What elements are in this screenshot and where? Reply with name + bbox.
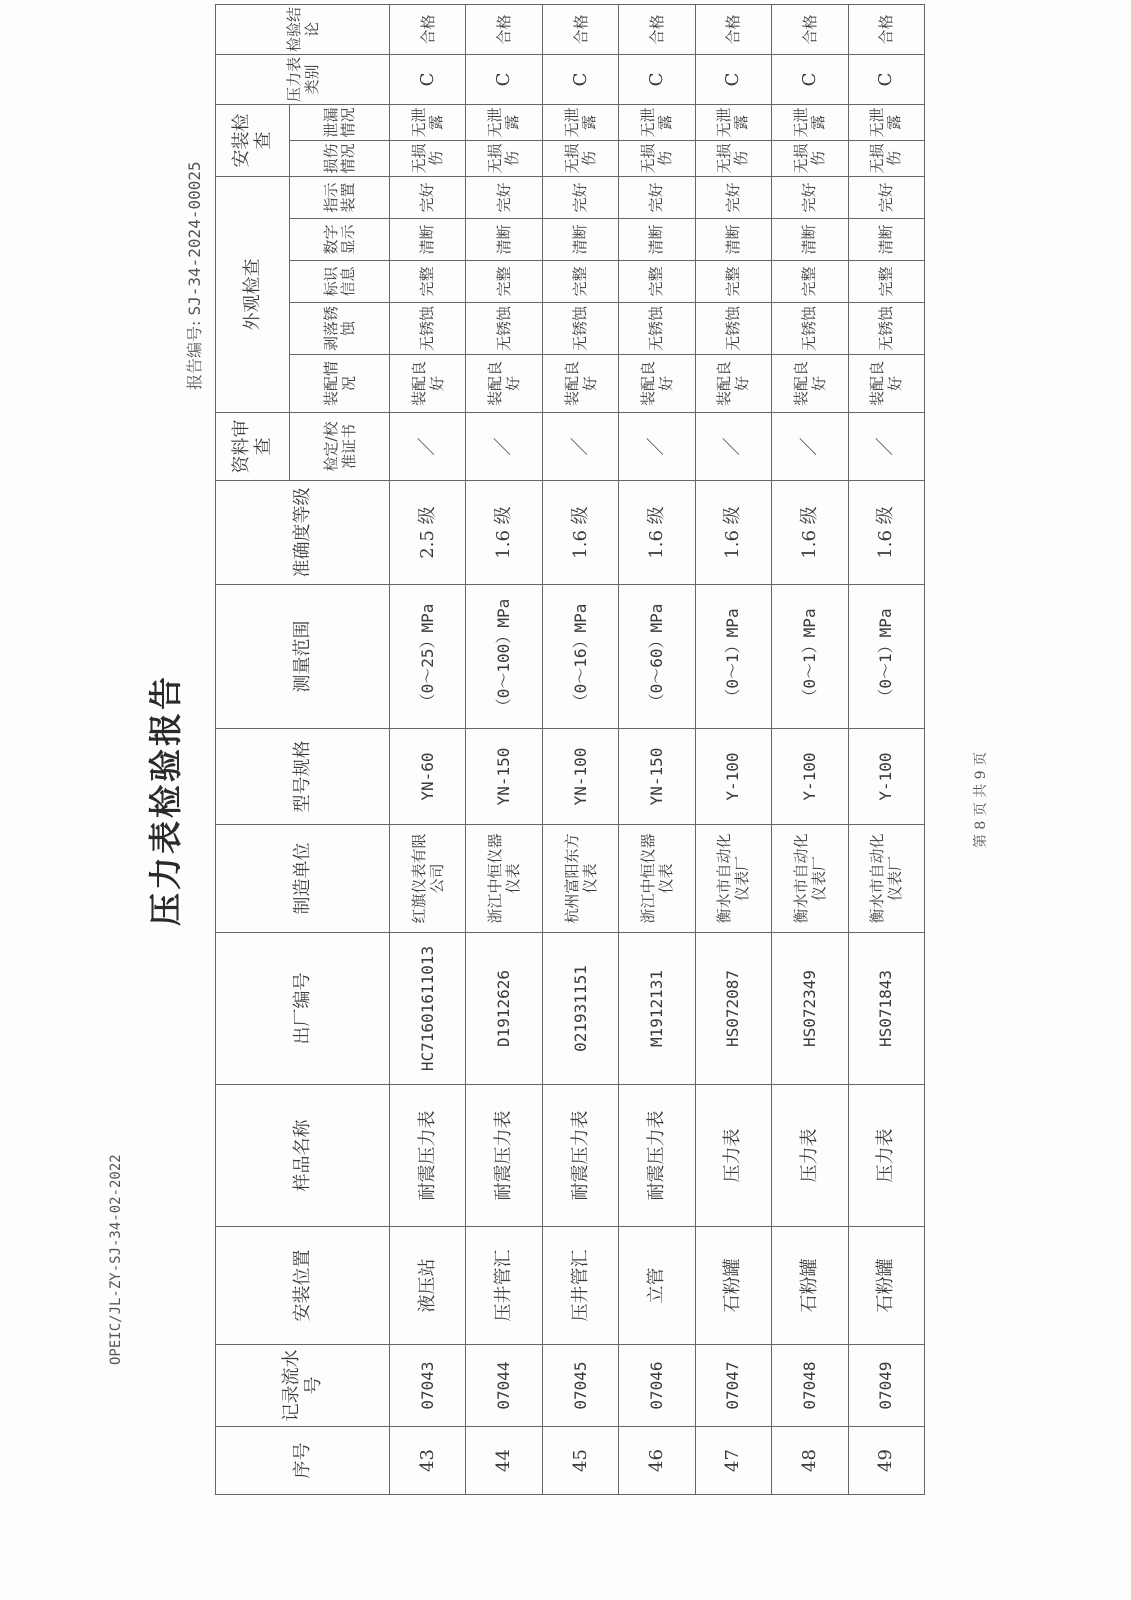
cell-conclusion: 合格 xyxy=(542,4,618,54)
cell-gauge-class: C xyxy=(772,54,848,104)
cell-assembly: 装配良好 xyxy=(466,355,542,413)
header-gauge-class: 压力表类别 xyxy=(216,54,390,104)
table-row xyxy=(848,4,924,1494)
cell-location: 液压站 xyxy=(390,1227,466,1345)
cell-location: 石粉罐 xyxy=(772,1227,848,1345)
cell-maker: 红旗仪表有限公司 xyxy=(390,825,466,933)
cell-assembly: 装配良好 xyxy=(848,355,924,413)
cell-damage: 无损伤 xyxy=(848,140,924,176)
cell-seq: 46 xyxy=(619,1427,695,1495)
cell-name: 耐震压力表 xyxy=(466,1085,542,1227)
inspection-table xyxy=(215,4,925,1495)
cell-serial: HS072349 xyxy=(772,933,848,1085)
cell-conclusion: 合格 xyxy=(466,4,542,54)
cell-label: 完整 xyxy=(772,261,848,303)
cell-name: 压力表 xyxy=(848,1085,924,1227)
cell-accuracy: 1.6 级 xyxy=(466,481,542,585)
cell-serial: HC71601611013 xyxy=(390,933,466,1085)
cell-model: YN-150 xyxy=(466,729,542,825)
cell-model: Y-100 xyxy=(772,729,848,825)
cell-accuracy: 2.5 级 xyxy=(390,481,466,585)
cell-accuracy: 1.6 级 xyxy=(542,481,618,585)
cell-range: （0～100）MPa xyxy=(466,585,542,729)
cell-name: 压力表 xyxy=(695,1085,771,1227)
cell-accuracy: 1.6 级 xyxy=(848,481,924,585)
cell-accuracy: 1.6 级 xyxy=(619,481,695,585)
form-number: OPEIC/JL-ZY-SJ-34-02-2022 xyxy=(108,1154,124,1365)
cell-maker: 浙江中恒仪器仪表 xyxy=(619,825,695,933)
cell-record-no: 07045 xyxy=(542,1345,618,1427)
cell-peel: 无锈蚀 xyxy=(619,303,695,355)
cell-maker: 衡水市自动化仪表厂 xyxy=(695,825,771,933)
cell-digit: 清断 xyxy=(466,219,542,261)
cell-maker: 衡水市自动化仪表厂 xyxy=(848,825,924,933)
header-accuracy: 准确度等级 xyxy=(216,481,390,585)
cell-model: YN-150 xyxy=(619,729,695,825)
cell-cert: ／ xyxy=(390,413,466,481)
cell-location: 压井管汇 xyxy=(542,1227,618,1345)
cell-range: （0～1）MPa xyxy=(772,585,848,729)
cell-conclusion: 合格 xyxy=(619,4,695,54)
cell-digit: 清断 xyxy=(542,219,618,261)
cell-location: 立管 xyxy=(619,1227,695,1345)
cell-assembly: 装配良好 xyxy=(390,355,466,413)
header-digit: 数字显示 xyxy=(290,219,390,261)
cell-digit: 清断 xyxy=(695,219,771,261)
header-assembly: 装配情况 xyxy=(290,355,390,413)
cell-pointer: 完好 xyxy=(848,176,924,218)
cell-label: 完整 xyxy=(695,261,771,303)
table-row xyxy=(466,4,542,1494)
cell-range: （0～16）MPa xyxy=(542,585,618,729)
cell-record-no: 07048 xyxy=(772,1345,848,1427)
cell-pointer: 完好 xyxy=(619,176,695,218)
table-row xyxy=(542,4,618,1494)
header-damage: 损伤情况 xyxy=(290,140,390,176)
cell-gauge-class: C xyxy=(466,54,542,104)
cell-digit: 清断 xyxy=(390,219,466,261)
cell-label: 完整 xyxy=(619,261,695,303)
cell-digit: 清断 xyxy=(848,219,924,261)
cell-name: 压力表 xyxy=(772,1085,848,1227)
header-conclusion: 检验结论 xyxy=(216,4,390,54)
cell-damage: 无损伤 xyxy=(772,140,848,176)
header-label: 标识信息 xyxy=(290,261,390,303)
cell-damage: 无损伤 xyxy=(466,140,542,176)
header-serial: 出厂编号 xyxy=(216,933,390,1085)
cell-conclusion: 合格 xyxy=(772,4,848,54)
cell-leak: 无泄露 xyxy=(848,104,924,140)
cell-cert: ／ xyxy=(695,413,771,481)
cell-leak: 无泄露 xyxy=(619,104,695,140)
cell-digit: 清断 xyxy=(619,219,695,261)
cell-maker: 杭州富阳东方仪表 xyxy=(542,825,618,933)
cell-seq: 47 xyxy=(695,1427,771,1495)
cell-record-no: 07043 xyxy=(390,1345,466,1427)
cell-label: 完整 xyxy=(390,261,466,303)
cell-conclusion: 合格 xyxy=(848,4,924,54)
cell-range: （0～60）MPa xyxy=(619,585,695,729)
cell-peel: 无锈蚀 xyxy=(848,303,924,355)
cell-leak: 无泄露 xyxy=(772,104,848,140)
cell-maker: 浙江中恒仪器仪表 xyxy=(466,825,542,933)
cell-pointer: 完好 xyxy=(695,176,771,218)
header-maker: 制造单位 xyxy=(216,825,390,933)
cell-record-no: 07049 xyxy=(848,1345,924,1427)
cell-cert: ／ xyxy=(542,413,618,481)
cell-conclusion: 合格 xyxy=(390,4,466,54)
cell-assembly: 装配良好 xyxy=(695,355,771,413)
table-row xyxy=(390,4,466,1494)
cell-cert: ／ xyxy=(466,413,542,481)
cell-pointer: 完好 xyxy=(542,176,618,218)
cell-leak: 无泄露 xyxy=(466,104,542,140)
cell-accuracy: 1.6 级 xyxy=(772,481,848,585)
cell-accuracy: 1.6 级 xyxy=(695,481,771,585)
cell-location: 石粉罐 xyxy=(695,1227,771,1345)
cell-label: 完整 xyxy=(466,261,542,303)
cell-peel: 无锈蚀 xyxy=(542,303,618,355)
cell-seq: 45 xyxy=(542,1427,618,1495)
cell-leak: 无泄露 xyxy=(390,104,466,140)
cell-cert: ／ xyxy=(619,413,695,481)
cell-serial: D1912626 xyxy=(466,933,542,1085)
cell-damage: 无损伤 xyxy=(695,140,771,176)
cell-peel: 无锈蚀 xyxy=(390,303,466,355)
cell-range: （0～1）MPa xyxy=(695,585,771,729)
cell-record-no: 07047 xyxy=(695,1345,771,1427)
cell-damage: 无损伤 xyxy=(542,140,618,176)
cell-assembly: 装配良好 xyxy=(772,355,848,413)
cell-model: YN-60 xyxy=(390,729,466,825)
cell-leak: 无泄露 xyxy=(695,104,771,140)
cell-assembly: 装配良好 xyxy=(619,355,695,413)
header-install: 安装检查 xyxy=(216,104,290,176)
cell-range: （0～1）MPa xyxy=(848,585,924,729)
header-seq: 序号 xyxy=(216,1427,390,1495)
cell-model: YN-100 xyxy=(542,729,618,825)
header-leak: 泄漏情况 xyxy=(290,104,390,140)
header-name: 样品名称 xyxy=(216,1085,390,1227)
cell-range: （0～25）MPa xyxy=(390,585,466,729)
page-number: 第 8 页 共 9 页 xyxy=(973,751,989,849)
cell-damage: 无损伤 xyxy=(619,140,695,176)
cell-seq: 48 xyxy=(772,1427,848,1495)
cell-cert: ／ xyxy=(772,413,848,481)
header-cert: 检定/校准证书 xyxy=(290,413,390,481)
cell-label: 完整 xyxy=(848,261,924,303)
header-appearance: 外观检查 xyxy=(216,176,290,412)
cell-leak: 无泄露 xyxy=(542,104,618,140)
cell-model: Y-100 xyxy=(695,729,771,825)
cell-gauge-class: C xyxy=(542,54,618,104)
cell-record-no: 07044 xyxy=(466,1345,542,1427)
header-peel: 剥落锈蚀 xyxy=(290,303,390,355)
table-row xyxy=(772,4,848,1494)
cell-peel: 无锈蚀 xyxy=(466,303,542,355)
cell-label: 完整 xyxy=(542,261,618,303)
cell-gauge-class: C xyxy=(390,54,466,104)
cell-location: 压井管汇 xyxy=(466,1227,542,1345)
table-row xyxy=(695,4,771,1494)
header-record-no: 记录流水号 xyxy=(216,1345,390,1427)
cell-maker: 衡水市自动化仪表厂 xyxy=(772,825,848,933)
cell-peel: 无锈蚀 xyxy=(772,303,848,355)
cell-seq: 49 xyxy=(848,1427,924,1495)
header-location: 安装位置 xyxy=(216,1227,390,1345)
cell-damage: 无损伤 xyxy=(390,140,466,176)
cell-model: Y-100 xyxy=(848,729,924,825)
cell-name: 耐震压力表 xyxy=(542,1085,618,1227)
cell-gauge-class: C xyxy=(619,54,695,104)
cell-location: 石粉罐 xyxy=(848,1227,924,1345)
cell-serial: HS071843 xyxy=(848,933,924,1085)
report-title: 压力表检验报告 xyxy=(146,674,185,926)
cell-name: 耐震压力表 xyxy=(390,1085,466,1227)
cell-conclusion: 合格 xyxy=(695,4,771,54)
cell-gauge-class: C xyxy=(848,54,924,104)
cell-serial: 021931151 xyxy=(542,933,618,1085)
table-row xyxy=(619,4,695,1494)
cell-seq: 44 xyxy=(466,1427,542,1495)
cell-record-no: 07046 xyxy=(619,1345,695,1427)
cell-pointer: 完好 xyxy=(390,176,466,218)
report-number-label: 报告编号: xyxy=(185,320,204,390)
cell-digit: 清断 xyxy=(772,219,848,261)
cell-serial: M1912131 xyxy=(619,933,695,1085)
report-number-value: SJ-34-2024-00025 xyxy=(185,161,204,316)
header-model: 型号规格 xyxy=(216,729,390,825)
cell-pointer: 完好 xyxy=(466,176,542,218)
cell-seq: 43 xyxy=(390,1427,466,1495)
cell-gauge-class: C xyxy=(695,54,771,104)
header-doc-review: 资料审查 xyxy=(216,413,290,481)
cell-cert: ／ xyxy=(848,413,924,481)
cell-peel: 无锈蚀 xyxy=(695,303,771,355)
cell-assembly: 装配良好 xyxy=(542,355,618,413)
report-number xyxy=(182,161,205,390)
header-pointer: 指示装置 xyxy=(290,176,390,218)
header-range: 测量范围 xyxy=(216,585,390,729)
cell-pointer: 完好 xyxy=(772,176,848,218)
cell-serial: HS072087 xyxy=(695,933,771,1085)
cell-name: 耐震压力表 xyxy=(619,1085,695,1227)
